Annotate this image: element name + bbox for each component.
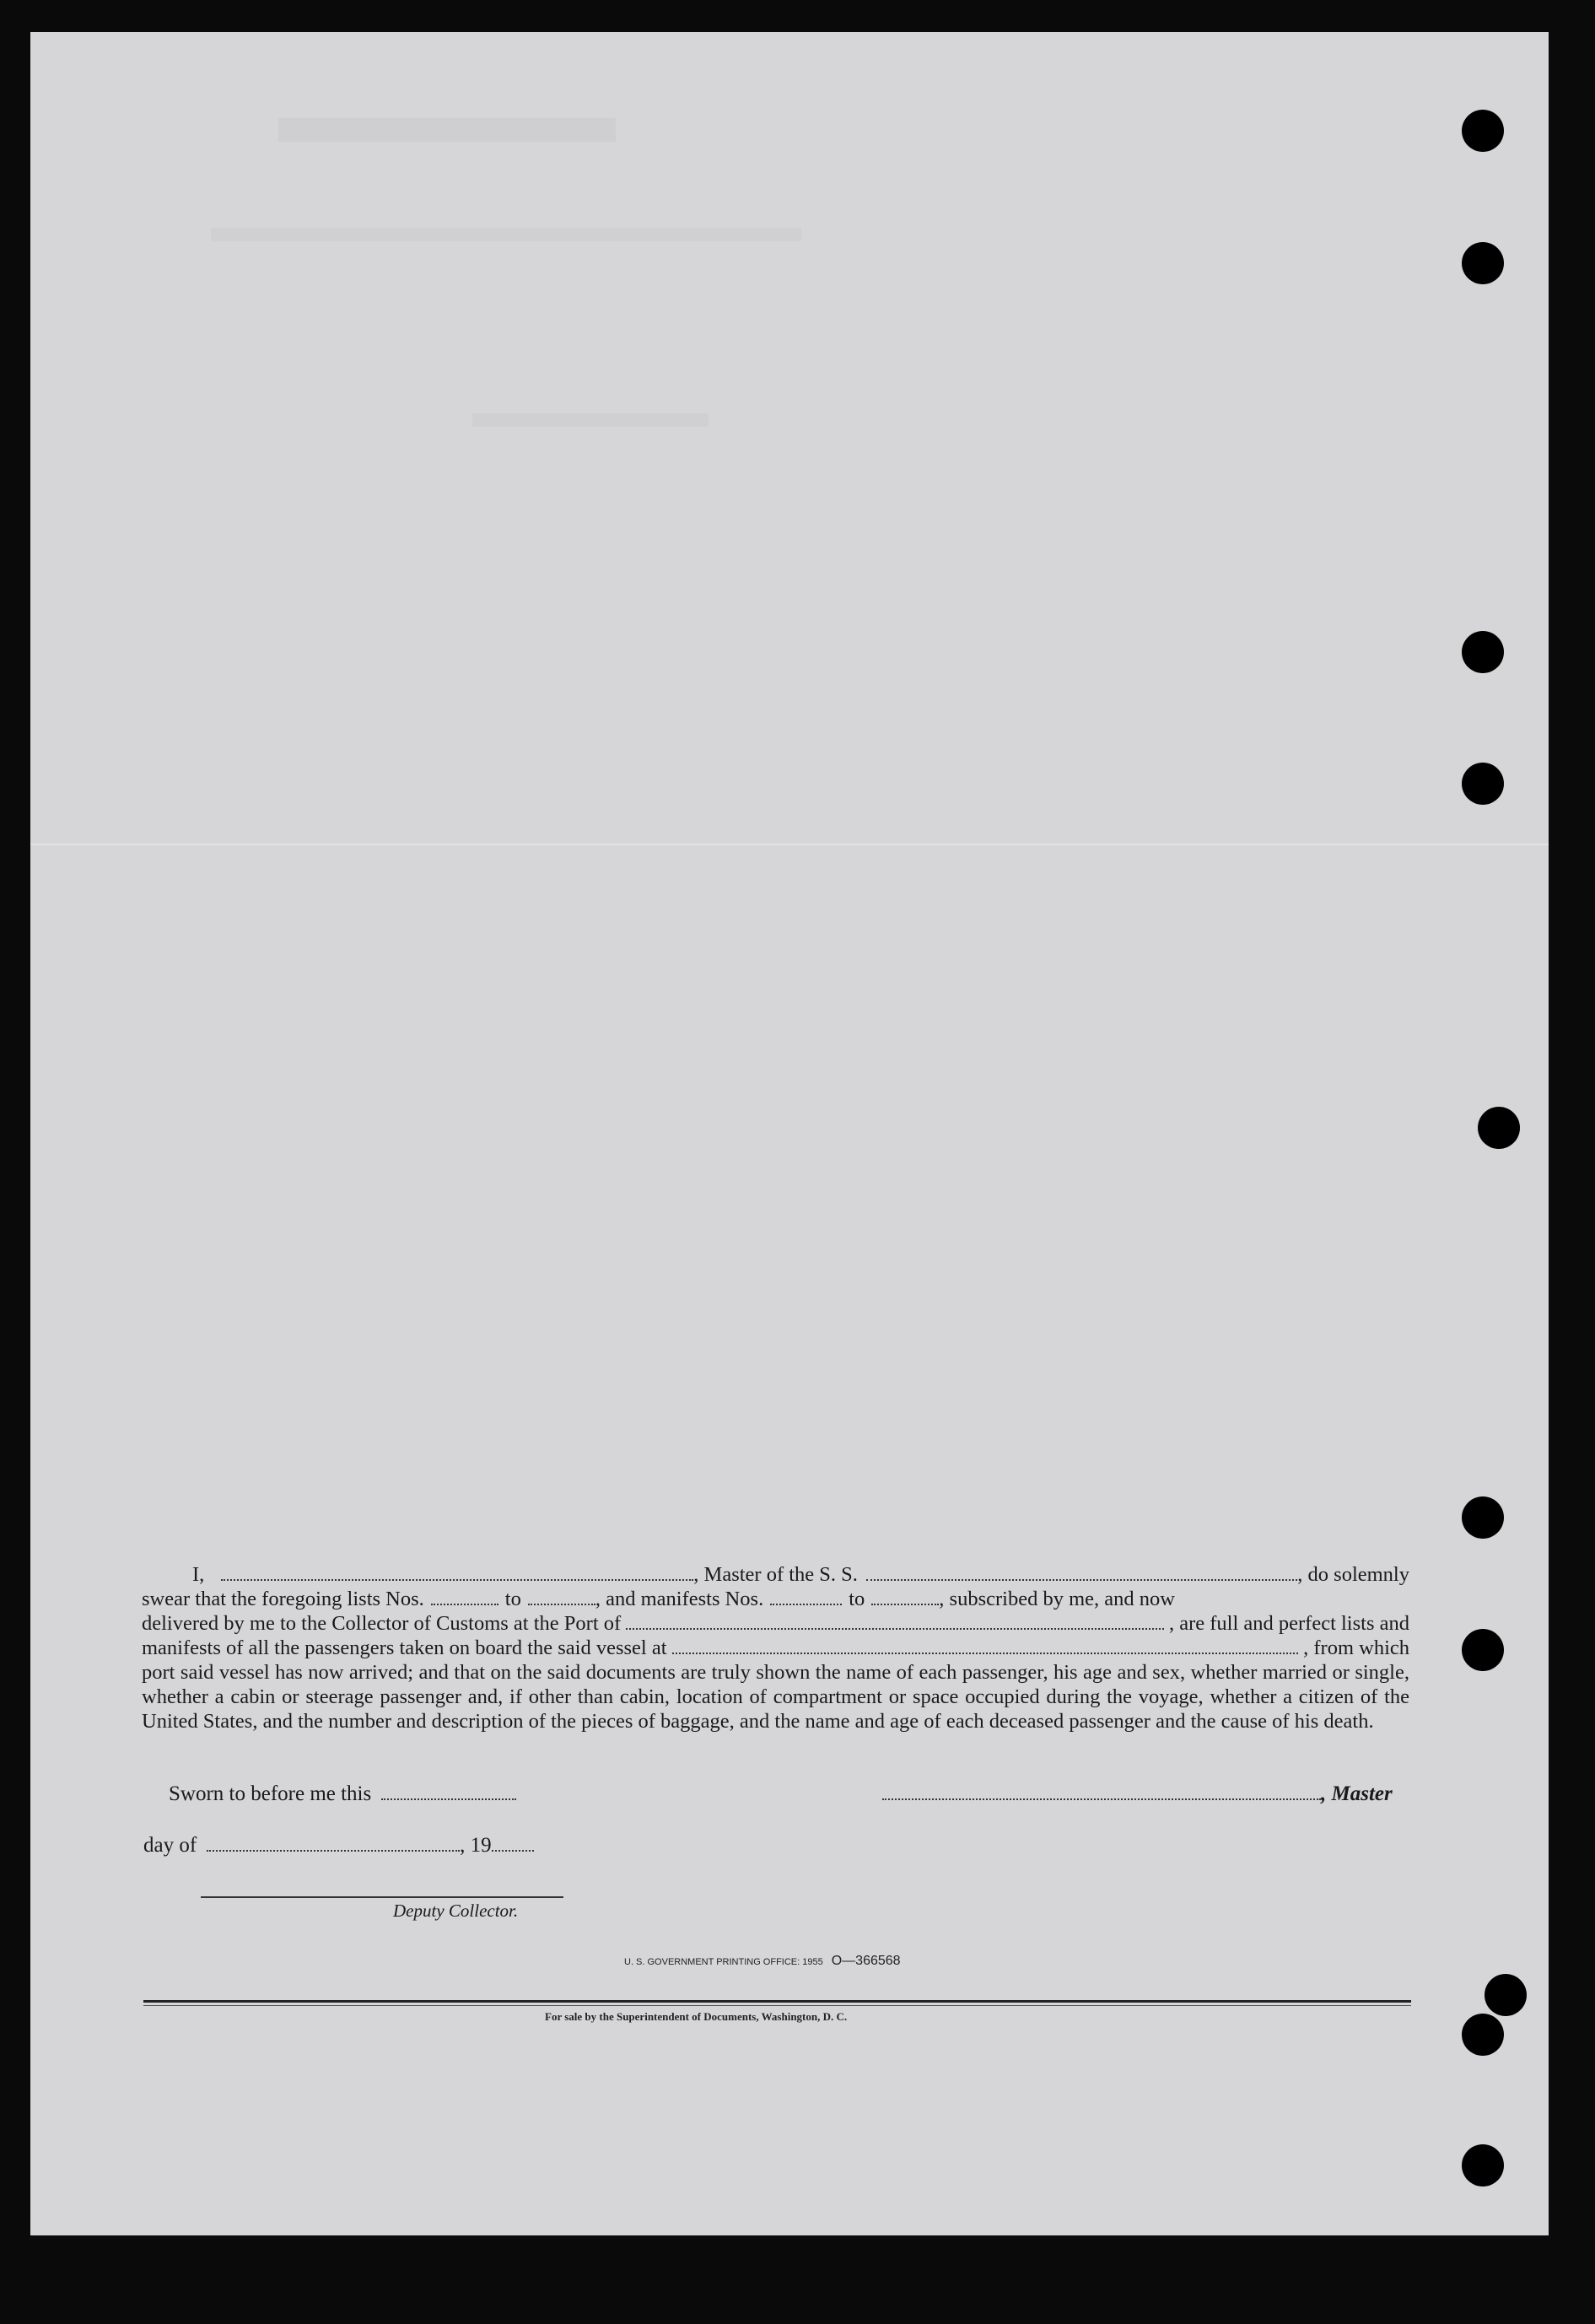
sale-note: For sale by the Superintendent of Documents, Washington, D. C. [545,2010,848,2023]
sworn-line [169,1782,516,1806]
lists-to-blank[interactable] [528,1588,595,1605]
oath-text: manifests of all the passengers taken on board the said vessel at [142,1637,667,1659]
oath-text: swear that the foregoing lists Nos. [142,1588,424,1610]
oath-text: I, [192,1563,205,1586]
oath-text: , subscribed by me, and now [939,1588,1175,1610]
binder-hole [1485,1974,1527,2016]
bleed-through-block [472,413,709,427]
binder-hole [1462,1629,1504,1671]
printing-office-line [624,1954,901,1969]
oath-line-3 [142,1611,1409,1636]
oath-line-2 [142,1587,1409,1611]
binder-hole [1462,242,1504,284]
port-blank[interactable] [626,1613,1164,1630]
month-blank[interactable] [207,1835,460,1852]
oath-text: , and manifests Nos. [595,1588,764,1610]
oath-text: to [504,1588,521,1610]
master-oath-paragraph [142,1562,1409,1734]
binder-hole [1462,1496,1504,1539]
oath-text: , do solemnly [1297,1563,1409,1586]
binder-hole [1462,763,1504,805]
oath-text: , Master of the S. S. [693,1563,858,1586]
binder-hole [1462,2014,1504,2056]
year-blank[interactable] [492,1835,534,1852]
binder-hole [1462,631,1504,673]
manifests-to-blank[interactable] [871,1588,939,1605]
fold-line [30,844,1549,845]
master-signature-line [882,1782,1393,1806]
deputy-collector-label: Deputy Collector. [393,1901,519,1921]
departure-port-blank[interactable] [672,1637,1299,1654]
oath-line-4 [142,1636,1409,1660]
year-prefix: , 19 [460,1834,492,1857]
sworn-day-blank[interactable] [381,1783,516,1800]
oath-line-1 [142,1562,1409,1587]
master-name-blank[interactable] [221,1564,693,1581]
bleed-through-block [211,228,801,241]
oath-text-body: port said vessel has now arrived; and that on the said documents are truly shown the name of each passenger, his age and sex, whether married or single, whether a cabin or steerage passenger and, if other than cabin, location of compartment or space occupied during the voyage, whether a citizen of the United States, and the number and description of the pieces of baggage, and the name and age of each deceased passenger and the cause of his death. [142,1661,1409,1733]
day-of-line [143,1834,534,1858]
vessel-name-blank[interactable] [866,1564,1297,1581]
binder-hole [1462,110,1504,152]
oath-text: , are full and perfect lists and [1168,1612,1409,1635]
oath-text: delivered by me to the Collector of Customs at the Port of [142,1612,622,1635]
lists-from-blank[interactable] [431,1588,498,1605]
footer-rule-top [143,2000,1411,2003]
sworn-label: Sworn to before me this [169,1782,372,1805]
oath-text: , from which [1303,1637,1409,1659]
oath-text: to [849,1588,865,1610]
master-signature-blank[interactable] [882,1783,1321,1800]
master-label: , Master [1321,1782,1393,1805]
bleed-through-header [278,118,616,142]
footer-rule-bottom [143,2005,1411,2006]
deputy-signature-rule[interactable] [201,1896,563,1898]
document-sheet [30,32,1549,2235]
binder-hole [1462,2144,1504,2187]
printing-office-text: U. S. GOVERNMENT PRINTING OFFICE: 1955 [624,1957,823,1967]
day-of-label: day of [143,1834,197,1857]
binder-hole [1478,1107,1520,1149]
manifests-from-blank[interactable] [770,1588,842,1605]
form-number: O—366568 [831,1954,901,1968]
